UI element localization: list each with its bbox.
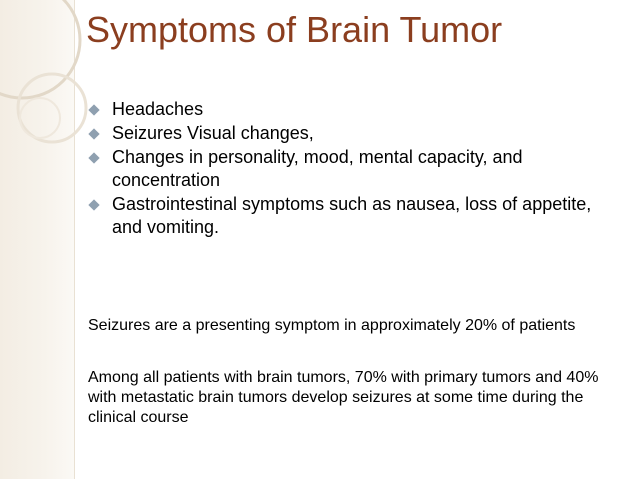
slide-title: Symptoms of Brain Tumor	[86, 9, 503, 50]
bullet-diamond-icon	[88, 152, 99, 163]
seizure-prevalence-note: Seizures are a presenting symptom in approximately 20% of patients	[88, 317, 576, 334]
decorative-circle-small	[20, 98, 60, 138]
seizure-statistics-note: Among all patients with brain tumors, 70% with primary tumors and 40% with metastatic brain tumors develop seizures at some time during the clinical course	[88, 369, 599, 426]
decorative-circle-inner	[18, 74, 86, 142]
list-item-text: Changes in personality, mood, mental capacity, and concentration	[112, 147, 523, 190]
list-item-text: Seizures Visual changes,	[112, 123, 314, 143]
bullet-diamond-icon	[88, 128, 99, 139]
list-item	[88, 193, 608, 239]
list-item	[88, 98, 608, 121]
list-item-text: Gastrointestinal symptoms such as nausea, loss of appetite, and vomiting.	[112, 194, 592, 237]
bullet-diamond-icon	[88, 104, 99, 115]
list-item-text: Headaches	[112, 99, 204, 119]
bullet-diamond-icon	[88, 199, 99, 210]
list-item	[88, 146, 608, 192]
list-item	[88, 122, 608, 145]
symptom-list	[88, 98, 608, 240]
decorative-circle-outer	[0, 0, 80, 98]
